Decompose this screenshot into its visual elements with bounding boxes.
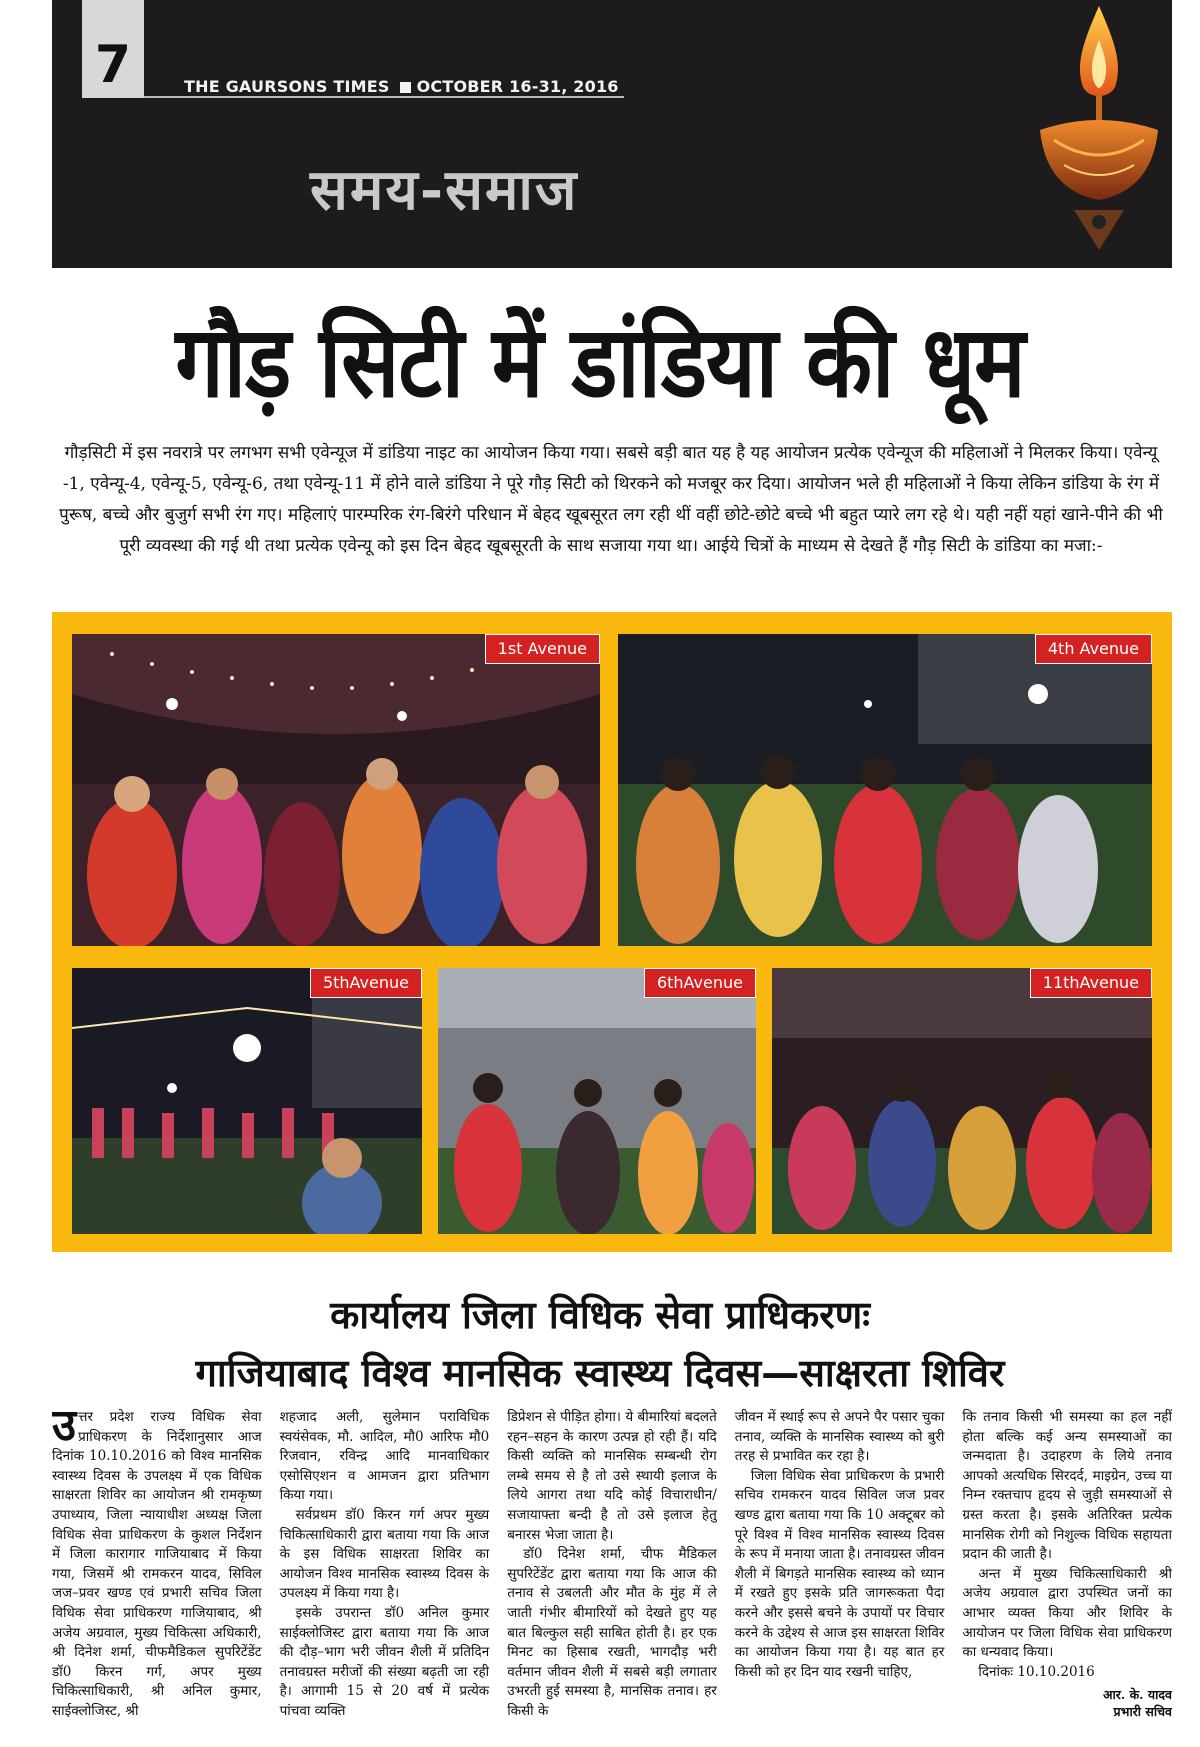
intro-paragraph: गौड़सिटी में इस नवरात्रे पर लगभग सभी एवेन्यूज में डांडिया नाइट का आयोजन किया गया। सबसे बड़ी बात यह है यह आयोजन प्रत्येक एवेन्यूज की महिलाओं ने मिलकर किया। एवेन्यू -1, एवेन्यू-4, एवेन्यू-5, एवेन्यू-6, तथा एवेन्यू-11 में होने वाले डांडिया ने पूरे गौड़ सिटी को थिरकने को मजबूर कर दिया। आयोजन भले ही महिलाओं ने किया लेकिन डांडिया के रंग में पुरूष, बच्चे और बुजुर्ग सभी रंग गए। महिलाएं पारम्परिक रंग-बिरंगे परिधान में बेहद खूबसूरत लग रही थीं वहीं छोटे-छोटे बच्चे भी बहुत प्यारे लग रहे थे। यही नहीं यहां खाने-पीने की भी पूरी व्यवस्था की गई थी तथा प्रत्येक एवेन्यू को इस दिन बेहद खूबसूरती के साथ सजाया गया था। आईये चित्रों के माध्यम से देखते हैं गौड़ सिटी के डांडिया का मजा:- — [59, 443, 1163, 556]
issue-date: OCTOBER 16-31, 2016 — [416, 77, 619, 96]
article2-paragraph: सर्वप्रथम डॉ0 किरन गर्ग अपर मुख्य चिकित्साधिकारी द्वारा बताया गया कि आज के इस विधिक साक्षरता शिविर का आयोजन विश्व मानसिक स्वास्थ्य दिवस के उपलक्ष्य में किया गया है। — [279, 1506, 490, 1602]
article2-paragraph: डिप्रेशन से पीड़ित होगा। ये बीमारियां बदलते रहन–सहन के कारण उत्पन्न हो रही हैं। यदि किसी व्यक्ति को मानसिक सम्बन्धी रोग लम्बे समय से है तो उसे स्थायी इलाज के लिये आगरा तथा यदि कोई विचाराधीन/सजायाफ्ता बन्दी है तो उसे इलाज हेतु बनारस भेजा जाता है। — [507, 1409, 717, 1543]
article2-paragraph: जीवन में स्थाई रूप से अपने पैर पसार चुका तनाव, व्यक्ति के मानसिक स्वास्थ्य को बुरी तरह से प्रभावित कर रहा है। — [734, 1409, 945, 1465]
photo-11th-avenue — [772, 968, 1152, 1234]
article2-paragraph — [52, 1408, 262, 1722]
photo-label: 1st Avenue — [485, 634, 600, 664]
diya-lamp-icon — [1034, 0, 1164, 268]
photo-5th-avenue — [72, 968, 422, 1234]
article2-date: दिनांकः 10.10.2016 — [978, 1663, 1095, 1680]
photo-label: 6thAvenue — [644, 968, 756, 998]
signature-name: आर. के. यादव — [1102, 1687, 1172, 1703]
photo-6th-avenue — [438, 968, 756, 1234]
dandiya-photo-image — [72, 634, 600, 946]
photo-1st-avenue — [72, 634, 600, 946]
signature-title: प्रभारी सचिव — [1113, 1704, 1172, 1720]
article2-headline-line2: गाजियाबाद विश्व मानसिक स्वास्थ्य दिवस—साक्षरता शिविर — [195, 1351, 1005, 1395]
dandiya-photo-image — [772, 968, 1152, 1234]
paragraph-text: त्तर प्रदेश राज्य विधिक सेवा प्राधिकरण के निर्देशानुसार आज दिनांक 10.10.2016 को विश्व मानसिक स्वास्थ्य दिवस के उपलक्ष्य में एक विधिक साक्षरता शिविर का आयोजन श्री रामकृष्ण उपाध्याय, जिला न्यायाधीश अध्यक्ष जिला विधिक सेवा प्राधिकरण के कुशल निर्देशन में जिला कारागार गाजियाबाद में किया गया, जिसमें श्री रामकरन यादव, सिविल जज–प्रवर खण्ड एवं प्रभारी सचिव जिला विधिक सेवा प्राधिकरण गाजियाबाद, श्री अजेय अग्रवाल, मुख्य चिकित्सा अधिकारी, श्री दिनेश शर्मा, चीफमैडिकल सुपरिटेंडेंट डॉ0 किरन गर्ग, अपर मुख्य चिकित्साधिकारी, श्री अनिल कुमार, साईक्लोजिस्ट, श्री — [52, 1409, 262, 1719]
article2-column-2 — [280, 1408, 490, 1743]
article2-column-1 — [52, 1408, 262, 1743]
main-headline: गौड़ सिटी में डांडिया की धूम — [175, 305, 1025, 421]
article2-headline-line1: कार्यालय जिला विधिक सेवा प्राधिकरणः — [330, 1293, 870, 1337]
article2-paragraph: जिला विधिक सेवा प्राधिकरण के प्रभारी सचिव रामकरन यादव सिविल जज प्रवर खण्ड द्वारा बताया गया कि 10 अक्टूबर को पूरे विश्व में विश्व मानसिक स्वास्थ्य दिवस के रूप में मनाया जाता है। तनावग्रस्त जीवन शैली में बिगड़ते मानसिक स्वास्थ्य को ध्यान में रखते हुए इसके प्रति जागरूकता पैदा करने और इससे बचने के उपायों पर विचार करने के उद्देश्य से आज इस साक्षरता शिविर का आयोजन किया गया है। यह बात हर किसी को हर दिन याद रखनी चाहिए, — [734, 1467, 945, 1680]
paper-name: THE GAURSONS TIMES — [184, 77, 390, 96]
photo-label: 11thAvenue — [1030, 968, 1152, 998]
photo-label: 4th Avenue — [1035, 634, 1152, 664]
masthead — [144, 64, 624, 98]
article2-paragraph: कि तनाव किसी भी समस्या का हल नहीं होता बल्कि कई अन्य समस्याओं का जन्मदाता है। उदाहरण के लिये तनाव आपको अत्यधिक सिरदर्द, माइग्रेन, उच्च या निम्न रक्तचाप हृदय से जुड़ी समस्याओं से ग्रस्त करता है। इसके अतिरिक्त प्रत्येक मानसिक रोगी को निशुल्क विधिक सहायता प्रदान की जाती है। — [962, 1409, 1172, 1563]
article2-column-5 — [962, 1408, 1172, 1743]
dandiya-photo-image — [438, 968, 756, 1234]
square-bullet-icon — [400, 82, 411, 93]
dandiya-photo-image — [72, 968, 422, 1234]
dandiya-photo-image — [618, 634, 1152, 946]
article2-paragraph: डॉ0 दिनेश शर्मा, चीफ मैडिकल सुपरिटेंडेंट द्वारा बताया गया कि आज की तनाव से उबलती और मौत के मुंह में ले जाती गंभीर बीमारियों को देखते हुए यह बात बिल्कुल सही साबित होती है। हर एक मिनट का हिसाब रखती, भागदौड़ भरी वर्तमान जीवन शैली में सबसे बड़ी लगातार उभरती हुई समस्या है, मानसिक तनाव। हर किसी के — [507, 1546, 717, 1719]
photo-collage — [52, 612, 1172, 1252]
article2-paragraph: अन्त में मुख्य चिकित्साधिकारी श्री अजेय अग्रवाल द्वारा उपस्थित जनों का आभार व्यक्त किया और शिविर के आयोजन पर जिला विधिक सेवा प्राधिकरण का धन्यवाद किया। — [962, 1565, 1172, 1661]
page-number: 7 — [82, 0, 144, 98]
section-title: समय-समाज — [310, 157, 579, 223]
drop-cap: उ — [52, 1408, 77, 1451]
header-band — [52, 0, 1172, 268]
article2-body — [52, 1408, 1172, 1743]
photo-label: 5thAvenue — [310, 968, 422, 998]
photo-4th-avenue — [618, 634, 1152, 946]
article2-column-3 — [507, 1408, 717, 1743]
article2-paragraph: इसके उपरान्त डॉ0 अनिल कुमार साईक्लोजिस्ट द्वारा बताया गया कि आज की दौड़–भाग भरी जीवन शैली में प्रतिदिन तनावग्रस्त मरीजों की संख्या बढ़ती जा रही है। आगामी 15 से 20 वर्ष में प्रत्येक पांचवा व्यक्ति — [279, 1604, 490, 1719]
article2-paragraph: शहजाद अली, सुलेमान पराविधिक स्वयंसेवक, मौ. आदिल, मौ0 आरिफ मौ0 रिजवान, रविन्द्र आदि मानवाधिकार एसोसिएशन व आमजन द्वारा प्रतिभाग किया गया। — [279, 1409, 490, 1504]
article2-column-4 — [735, 1408, 945, 1743]
